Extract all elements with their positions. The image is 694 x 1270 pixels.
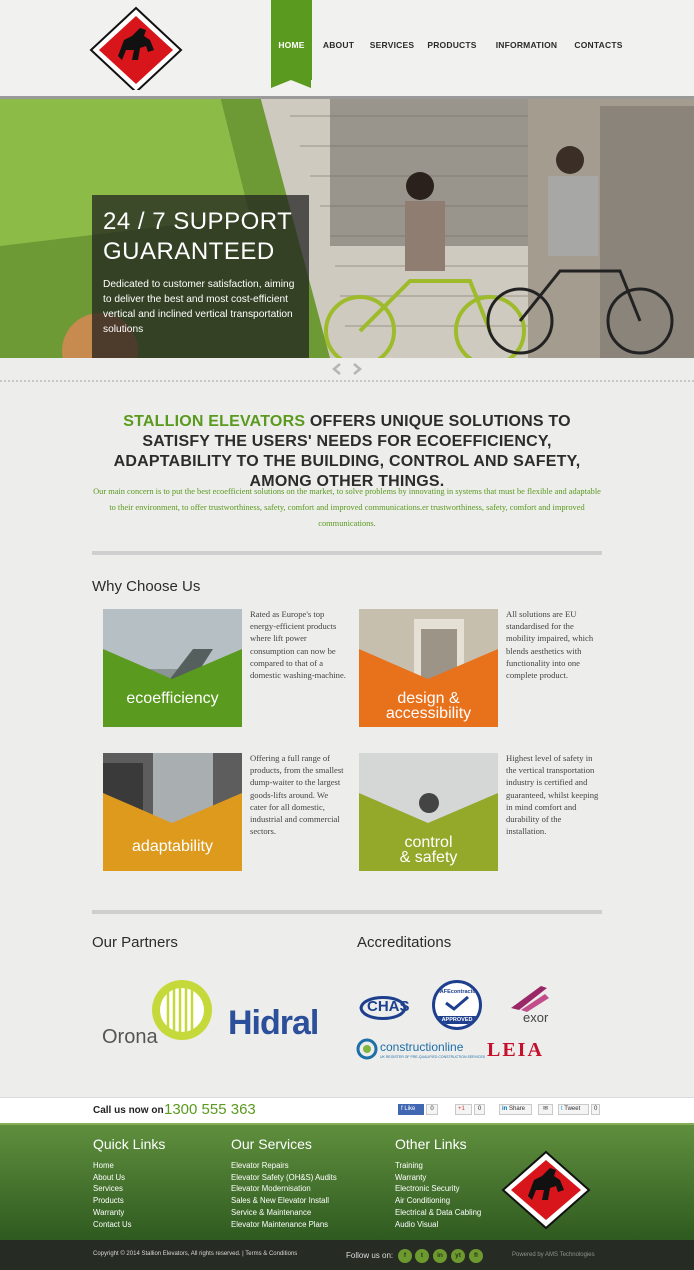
linkedin-share-button[interactable] (499, 1104, 532, 1115)
feature-label: ecoefficiency (126, 690, 219, 707)
safecontractor-bottom-text: APPROVED (435, 1016, 479, 1024)
feature-label-line1: design & (397, 690, 460, 707)
chevron-right-icon[interactable] (354, 364, 360, 374)
feature-label-line2: accessibility (385, 705, 472, 722)
twitter-icon[interactable]: t (415, 1249, 429, 1263)
divider (92, 910, 602, 914)
nav-services[interactable]: SERVICES (369, 40, 415, 50)
orona-logo[interactable] (100, 980, 220, 1052)
feature-label: adaptability (132, 838, 213, 855)
feature-adaptability-text: Offering a full range of products, from the smallest dump-waiter to the largest goods-lifts around. We cater for all domestic, industrial and commercial sectors. (250, 753, 344, 837)
linkedin-share-label: Share (509, 1106, 526, 1112)
safecontractor-logo[interactable] (432, 980, 482, 1030)
service-link[interactable]: Sales & New Elevator Install (231, 1196, 329, 1206)
slider-arrows (330, 362, 366, 376)
divider (92, 551, 602, 555)
intro-text: Our main concern is to put the best ecoefficient solutions on the market, to solve problems by innovating in systems that must be flexible and adaptable to their environment, to offer trustworthiness, safety, comfort and improved communications.er trustworthiness, safety, comfort and improved communications. (93, 487, 601, 528)
accreditations-title: Accreditations (357, 934, 452, 951)
chevron-left-icon[interactable] (334, 364, 340, 374)
our-services-title: Our Services (231, 1136, 312, 1152)
feature-label (359, 835, 498, 865)
constructionline-logo[interactable] (356, 1038, 486, 1066)
feature-adaptability-image[interactable] (103, 753, 242, 871)
intro-heading (92, 412, 602, 492)
linkedin-icon[interactable]: in (433, 1249, 447, 1263)
other-link[interactable]: Audio Visual (395, 1219, 439, 1229)
hidral-logo[interactable] (228, 1004, 318, 1043)
exor-logo[interactable] (507, 984, 559, 1028)
orona-logo-text: Orona (102, 1026, 158, 1048)
feature-design-image[interactable] (359, 609, 498, 727)
hero-title (103, 207, 303, 267)
facebook-icon: f (401, 1106, 405, 1112)
escalator-photo (103, 609, 242, 727)
intro-heading-rest: OFFERS UNIQUE SOLUTIONS TO SATISFY THE USERS' NEEDS FOR ECOEFFICIENCY, ADAPTABILITY TO THE BUILDING, CONTROL AND SAFETY, AMONG OTHER THINGS. (113, 413, 581, 490)
constructionline-mark (356, 1038, 378, 1060)
our-services-list (231, 1160, 337, 1230)
intro-brand: STALLION ELEVATORS (123, 413, 306, 430)
service-link[interactable]: Elevator Safety (OH&S) Audits (231, 1172, 337, 1182)
nav-information[interactable]: INFORMATION (495, 40, 558, 50)
tweet-count: 0 (591, 1104, 600, 1115)
safecontractor-top-text: SAFEcontractor (436, 989, 478, 995)
call-label: Call us now on (93, 1105, 164, 1116)
nav-home[interactable]: HOME (271, 0, 312, 80)
leia-logo[interactable] (487, 1039, 544, 1062)
other-links-list (395, 1160, 481, 1230)
quick-link-services[interactable]: Services (93, 1184, 123, 1194)
powered-by-text: Powered by AMS Technologies (512, 1252, 595, 1258)
nav-contacts[interactable]: CONTACTS (574, 40, 623, 50)
nav-about[interactable]: ABOUT (322, 40, 355, 50)
footer-stallion-logo[interactable] (500, 1150, 592, 1230)
hero-title-line1: 24 / 7 SUPPORT (103, 208, 293, 235)
other-link[interactable]: Electrical & Data Cabling (395, 1207, 482, 1217)
check-mark-icon (442, 995, 472, 1011)
twitter-icon: t (561, 1106, 565, 1112)
constructionline-logo-text: constructionline (380, 1040, 464, 1054)
facebook-like-label: Like (404, 1106, 416, 1112)
other-link[interactable]: Air Conditioning (395, 1196, 451, 1206)
copyright-text: Copyright © 2014 Stallion Elevators, All rights reserved. | Terms & Conditions (93, 1251, 298, 1257)
quick-link-warranty[interactable]: Warranty (93, 1207, 125, 1217)
phone-number[interactable]: 1300 555 363 (164, 1101, 256, 1118)
google-plus-count: 0 (474, 1104, 485, 1115)
main-nav (271, 0, 629, 96)
facebook-like-button[interactable] (398, 1104, 424, 1115)
feature-ecoefficiency-text: Rated as Europe's top energy-efficient products where lift power consumption can now be compared to that of a domestic washing-machine. (250, 609, 346, 681)
other-link[interactable]: Warranty (395, 1172, 427, 1182)
quick-link-products[interactable]: Products (93, 1196, 124, 1206)
partners-title: Our Partners (92, 934, 178, 951)
feature-label (359, 691, 498, 721)
quick-link-about[interactable]: About Us (93, 1172, 126, 1182)
flickr-icon[interactable]: fl (469, 1249, 483, 1263)
quick-link-contact[interactable]: Contact Us (93, 1219, 132, 1229)
youtube-icon[interactable]: yt (451, 1249, 465, 1263)
service-link[interactable]: Elevator Modernisation (231, 1184, 311, 1194)
constructionline-sub-text: UK REGISTER OF PRE-QUALIFIED CONSTRUCTION SERVICES (380, 1055, 486, 1059)
hero-text: Dedicated to customer satisfaction, aiming to deliver the best and most cost-efficient vertical and inclined vertical transportation solutions (103, 279, 295, 335)
feature-ecoefficiency-image[interactable] (103, 609, 242, 727)
google-plus-button[interactable]: +1 (455, 1104, 472, 1115)
tweet-label: Tweet (564, 1106, 581, 1112)
feature-label-line2: & safety (399, 849, 458, 866)
hidral-logo-text: Hidral (228, 1004, 319, 1042)
quick-links-list (93, 1160, 132, 1230)
email-icon: ✉ (542, 1106, 549, 1112)
tweet-button[interactable] (558, 1104, 589, 1115)
follow-us-label: Follow us on: (346, 1251, 394, 1260)
exor-mark (507, 984, 559, 1012)
feature-design-text: All solutions are EU standardised for the mobility impaired, which blends aesthetics with functionality into one complete product. (506, 609, 594, 681)
nav-products[interactable]: PRODUCTS (427, 40, 477, 50)
other-links-title: Other Links (395, 1136, 467, 1152)
why-title: Why Choose Us (92, 578, 201, 595)
service-link[interactable]: Service & Maintenance (231, 1207, 312, 1217)
feature-safety-text: Highest level of safety in the vertical transportation industry is certified and guaranteed, whilst keeping in mind comfort and durability of the installation. (506, 753, 599, 837)
feature-label-line1: control (404, 834, 453, 851)
other-link[interactable]: Training (395, 1161, 423, 1170)
other-link[interactable]: Electronic Security (395, 1184, 460, 1194)
hero-title-line2: GUARANTEED (103, 238, 275, 265)
exor-logo-text: exor (523, 1010, 549, 1025)
email-share-button[interactable] (538, 1104, 553, 1115)
facebook-icon[interactable]: f (398, 1249, 412, 1263)
service-link[interactable]: Elevator Maintenance Plans (231, 1219, 329, 1229)
feature-safety-image[interactable] (359, 753, 498, 871)
leia-logo-text: LEIA (487, 1039, 544, 1061)
stallion-logo[interactable] (88, 6, 184, 90)
facebook-like-count: 0 (426, 1104, 438, 1115)
linkedin-icon: in (502, 1106, 509, 1112)
chas-logo[interactable] (357, 990, 409, 1026)
quick-links-title: Quick Links (93, 1136, 166, 1152)
chas-logo-text: CHAS (367, 998, 410, 1015)
quick-link-home[interactable]: Home (93, 1161, 114, 1170)
divider (0, 380, 694, 382)
service-link[interactable]: Elevator Repairs (231, 1161, 289, 1170)
